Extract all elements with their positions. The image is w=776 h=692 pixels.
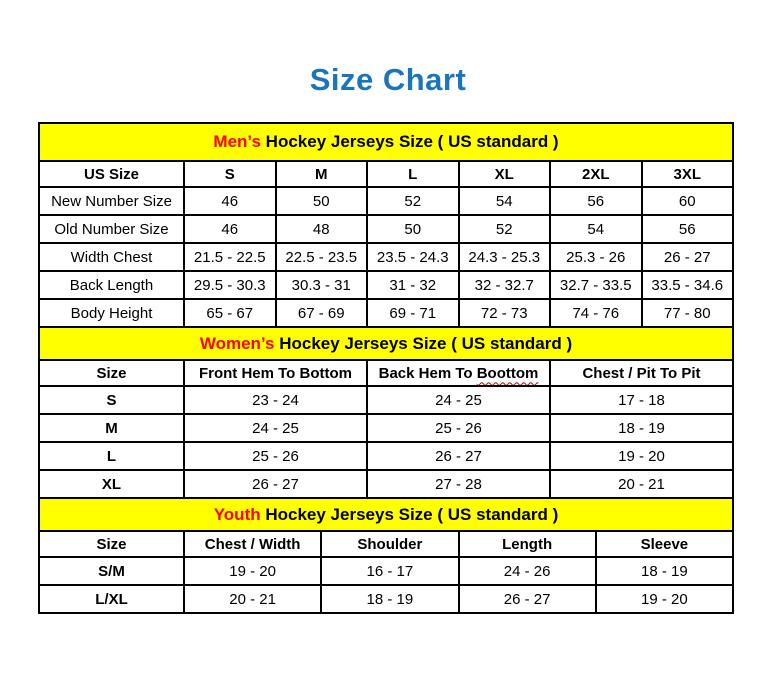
cell-value: 23 - 24 [184, 386, 367, 414]
row-label: Body Height [39, 299, 184, 327]
cell-value: 29.5 - 30.3 [184, 271, 276, 299]
column-header: L [367, 161, 459, 187]
cell-value: 72 - 73 [459, 299, 551, 327]
cell-value: 26 - 27 [367, 442, 550, 470]
cell-value: 77 - 80 [642, 299, 734, 327]
row-label: S/M [39, 557, 184, 585]
row-label: Old Number Size [39, 215, 184, 243]
cell-value: 50 [276, 187, 368, 215]
column-header: Shoulder [321, 531, 458, 557]
row-label: S [39, 386, 184, 414]
cell-value: 31 - 32 [367, 271, 459, 299]
table-row [39, 243, 733, 271]
cell-value: 18 - 19 [321, 585, 458, 613]
column-header-row [39, 161, 733, 187]
cell-value: 26 - 27 [642, 243, 734, 271]
column-header: S [184, 161, 276, 187]
row-label: New Number Size [39, 187, 184, 215]
section-title [39, 498, 733, 531]
column-header: Chest / Pit To Pit [550, 360, 733, 386]
cell-value: 54 [459, 187, 551, 215]
cell-value: 67 - 69 [276, 299, 368, 327]
section-title [39, 327, 733, 360]
misspelled-word: Boottom [476, 364, 539, 382]
cell-value: 26 - 27 [184, 470, 367, 498]
section-title [39, 123, 733, 161]
column-header: Size [39, 531, 184, 557]
section-title-highlight: Men’s [213, 132, 261, 151]
section-title-rest: Hockey Jerseys Size ( US standard ) [274, 333, 573, 353]
table-row [39, 386, 733, 414]
column-header: XL [459, 161, 551, 187]
cell-value: 52 [459, 215, 551, 243]
cell-value: 24 - 25 [184, 414, 367, 442]
cell-value: 24.3 - 25.3 [459, 243, 551, 271]
column-header: Back Hem To Boottom [367, 360, 550, 386]
column-header-row [39, 360, 733, 386]
cell-value: 32.7 - 33.5 [550, 271, 642, 299]
cell-value: 65 - 67 [184, 299, 276, 327]
cell-value: 60 [642, 187, 734, 215]
cell-value: 56 [550, 187, 642, 215]
column-header: M [276, 161, 368, 187]
cell-value: 24 - 25 [367, 386, 550, 414]
section-title-rest: Hockey Jerseys Size ( US standard ) [260, 504, 559, 524]
section-header-row [39, 327, 733, 360]
size-table-youth [38, 497, 734, 614]
section-header-row [39, 498, 733, 531]
cell-value: 46 [184, 215, 276, 243]
column-header: Length [459, 531, 596, 557]
cell-value: 21.5 - 22.5 [184, 243, 276, 271]
cell-value: 25.3 - 26 [550, 243, 642, 271]
cell-value: 32 - 32.7 [459, 271, 551, 299]
cell-value: 18 - 19 [596, 557, 733, 585]
cell-value: 27 - 28 [367, 470, 550, 498]
cell-value: 18 - 19 [550, 414, 733, 442]
column-header: Front Hem To Bottom [184, 360, 367, 386]
row-label: M [39, 414, 184, 442]
cell-value: 50 [367, 215, 459, 243]
column-header: Sleeve [596, 531, 733, 557]
cell-value: 16 - 17 [321, 557, 458, 585]
cell-value: 24 - 26 [459, 557, 596, 585]
cell-value: 52 [367, 187, 459, 215]
table-row [39, 442, 733, 470]
row-label: L [39, 442, 184, 470]
size-table-mens [38, 122, 734, 328]
size-table-womens [38, 326, 734, 499]
table-row [39, 299, 733, 327]
table-row [39, 187, 733, 215]
table-row [39, 271, 733, 299]
table-row [39, 585, 733, 613]
cell-value: 23.5 - 24.3 [367, 243, 459, 271]
column-header: 3XL [642, 161, 734, 187]
column-header: Size [39, 360, 184, 386]
cell-value: 19 - 20 [184, 557, 321, 585]
cell-value: 20 - 21 [184, 585, 321, 613]
table-row [39, 557, 733, 585]
cell-value: 54 [550, 215, 642, 243]
table-row [39, 414, 733, 442]
cell-value: 25 - 26 [184, 442, 367, 470]
cell-value: 17 - 18 [550, 386, 733, 414]
column-header: Chest / Width [184, 531, 321, 557]
column-header-row [39, 531, 733, 557]
row-label: L/XL [39, 585, 184, 613]
cell-value: 20 - 21 [550, 470, 733, 498]
section-title-highlight: Women’s [199, 333, 275, 353]
row-label: XL [39, 470, 184, 498]
column-header: 2XL [550, 161, 642, 187]
cell-value: 74 - 76 [550, 299, 642, 327]
cell-value: 30.3 - 31 [276, 271, 368, 299]
section-title-highlight: Youth [213, 504, 261, 524]
row-label: Back Length [39, 271, 184, 299]
cell-value: 22.5 - 23.5 [276, 243, 368, 271]
cell-value: 19 - 20 [550, 442, 733, 470]
cell-value: 56 [642, 215, 734, 243]
table-row [39, 470, 733, 498]
cell-value: 19 - 20 [596, 585, 733, 613]
cell-value: 69 - 71 [367, 299, 459, 327]
section-title-rest: Hockey Jerseys Size ( US standard ) [260, 132, 559, 151]
size-tables [38, 122, 734, 614]
cell-value: 46 [184, 187, 276, 215]
row-label: Width Chest [39, 243, 184, 271]
cell-value: 25 - 26 [367, 414, 550, 442]
table-row [39, 215, 733, 243]
cell-value: 48 [276, 215, 368, 243]
cell-value: 26 - 27 [459, 585, 596, 613]
section-header-row [39, 123, 733, 161]
cell-value: 33.5 - 34.6 [642, 271, 734, 299]
column-header: US Size [39, 161, 184, 187]
page-title: Size Chart [309, 62, 467, 97]
